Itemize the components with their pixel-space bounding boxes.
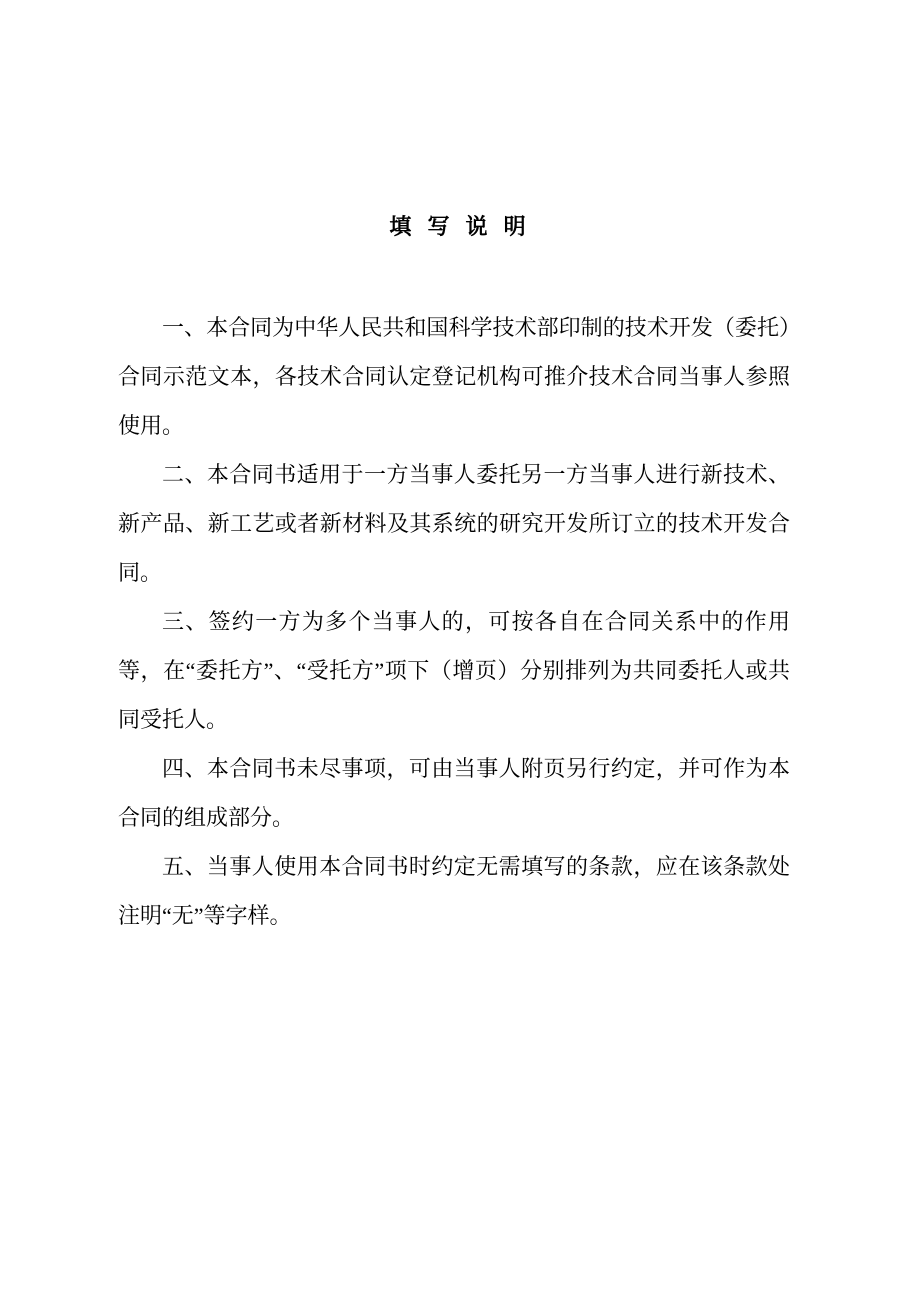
paragraph-5: 五、当事人使用本合同书时约定无需填写的条款，应在该条款处注明“无”等字样。 [118, 854, 790, 928]
instructions-body [118, 303, 790, 940]
paragraph-3: 三、签约一方为多个当事人的，可按各自在合同关系中的作用等，在“委托方”、“受托方”项下（增页）分别排列为共同委托人或共同受托人。 [118, 609, 790, 732]
paragraph-2: 二、本合同书适用于一方当事人委托另一方当事人进行新技术、新产品、新工艺或者新材料及其系统的研究开发所订立的技术开发合同。 [118, 462, 790, 585]
page-title: 填 写 说 明 [389, 214, 531, 239]
paragraph-1: 一、本合同为中华人民共和国科学技术部印制的技术开发（委托）合同示范文本，各技术合同认定登记机构可推介技术合同当事人参照使用。 [118, 315, 790, 438]
paragraph-4: 四、本合同书未尽事项，可由当事人附页另行约定，并可作为本合同的组成部分。 [118, 756, 790, 830]
